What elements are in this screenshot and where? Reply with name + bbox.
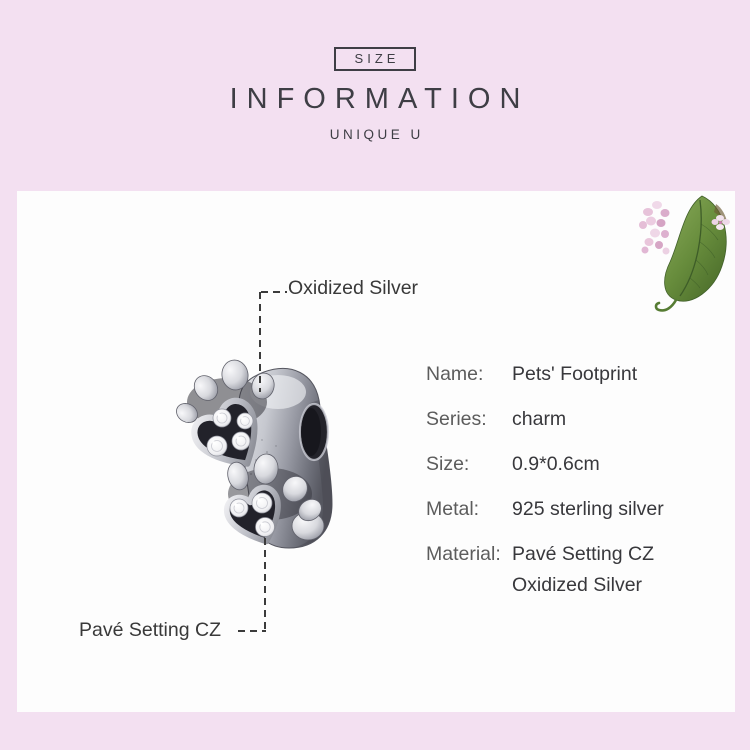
paw-print-charm-bead-icon [172,356,340,556]
spec-row-name [426,361,664,388]
callout-line-top-vertical [259,292,261,392]
spec-label: Size: [426,453,470,475]
size-badge: SIZE [334,47,417,71]
spec-value-line2: Oxidized Silver [512,574,643,596]
callout-label-pave-setting-cz: Pavé Setting CZ [79,619,221,641]
spec-value: 0.9*0.6cm [512,453,600,475]
callout-line-bottom-horizontal [238,630,266,632]
spec-label: Name: [426,363,484,385]
page-subtitle: UNIQUE U [329,127,424,142]
spec-row-size [426,451,664,478]
spec-label: Series: [426,408,487,430]
spec-value: charm [512,408,567,430]
spec-row-metal [426,496,664,523]
spec-row-series [426,406,664,433]
header [0,0,750,142]
spec-label: Metal: [426,498,480,520]
spec-list [426,361,664,617]
spec-row-material [426,541,664,599]
callout-line-top-horizontal [261,291,287,293]
product-image [172,356,340,556]
spec-value: Pets' Footprint [512,363,638,385]
spec-value-line1: Pavé Setting CZ [512,543,654,565]
spec-value: 925 sterling silver [512,498,664,520]
leaf-flower-decoration [628,190,740,315]
page-title: INFORMATION [229,83,530,115]
spec-value [512,541,654,599]
callout-label-oxidized-silver: Oxidized Silver [288,277,419,299]
leaf-with-lilac-flowers-icon [628,190,740,315]
callout-line-bottom-vertical [264,538,266,631]
spec-label: Material: [426,543,501,565]
